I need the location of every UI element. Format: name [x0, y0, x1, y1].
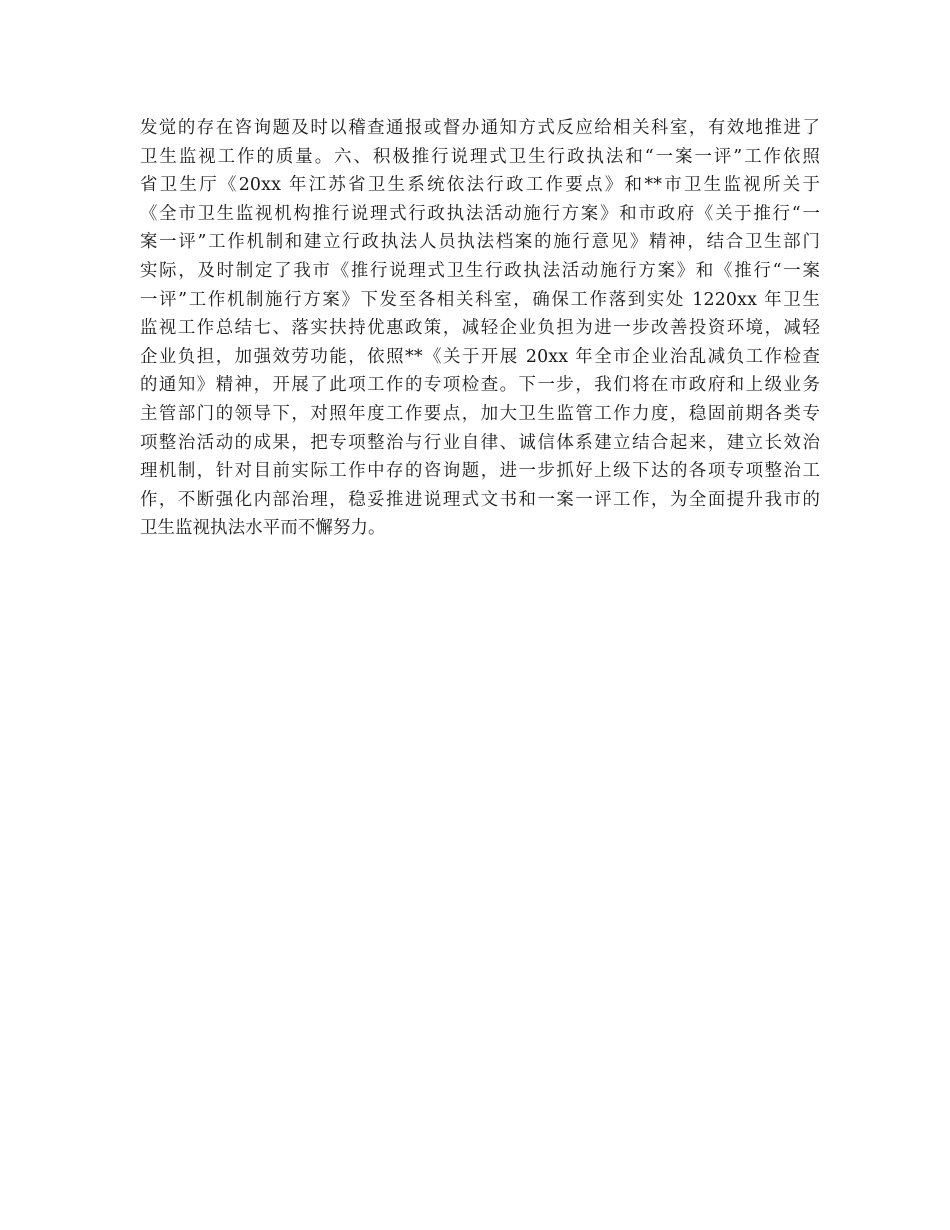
paragraph-line: 案一评”工作机制和建立行政执法人员执法档案的施行意见》精神，结合卫生部门: [140, 232, 820, 253]
paragraph-line: 的通知》精神，开展了此项工作的专项检查。下一步，我们将在市政府和上级业务: [140, 375, 820, 396]
paragraph-line: 监视工作总结七、落实扶持优惠政策，减轻企业负担为进一步改善投资环境，减轻: [140, 318, 820, 339]
paragraph-line: 《全市卫生监视机构推行说理式行政执法活动施行方案》和市政府《关于推行“一: [140, 203, 820, 224]
paragraph-line: 省卫生厅《20xx 年江苏省卫生系统依法行政工作要点》和**市卫生监视所关于: [140, 175, 820, 196]
paragraph-line: 主管部门的领导下，对照年度工作要点，加大卫生监管工作力度，稳固前期各类专: [140, 403, 820, 424]
paragraph-line: 作，不断强化内部治理，稳妥推进说理式文书和一案一评工作，为全面提升我市的: [140, 489, 820, 510]
paragraph-line: 项整治活动的成果，把专项整治与行业自律、诚信体系建立结合起来，建立长效治: [140, 432, 820, 453]
paragraph-line: 发觉的存在咨询题及时以稽查通报或督办通知方式反应给相关科室，有效地推进了: [140, 118, 820, 138]
paragraph-line: 一评”工作机制施行方案》下发至各相关科室，确保工作落到实处 1220xx 年卫生: [140, 289, 820, 310]
paragraph-line-last: 卫生监视执法水平而不懈努力。: [140, 518, 386, 539]
body-paragraph: [140, 114, 820, 543]
paragraph-line: 卫生监视工作的质量。六、积极推行说理式卫生行政执法和“一案一评”工作依照: [140, 146, 820, 167]
paragraph-line: 企业负担，加强效劳功能，依照**《关于开展 20xx 年全市企业治乱减负工作检查: [140, 346, 820, 367]
paragraph-line: 理机制，针对目前实际工作中存的咨询题，进一步抓好上级下达的各项专项整治工: [140, 461, 820, 482]
paragraph-line: 实际，及时制定了我市《推行说理式卫生行政执法活动施行方案》和《推行“一案: [140, 260, 820, 281]
